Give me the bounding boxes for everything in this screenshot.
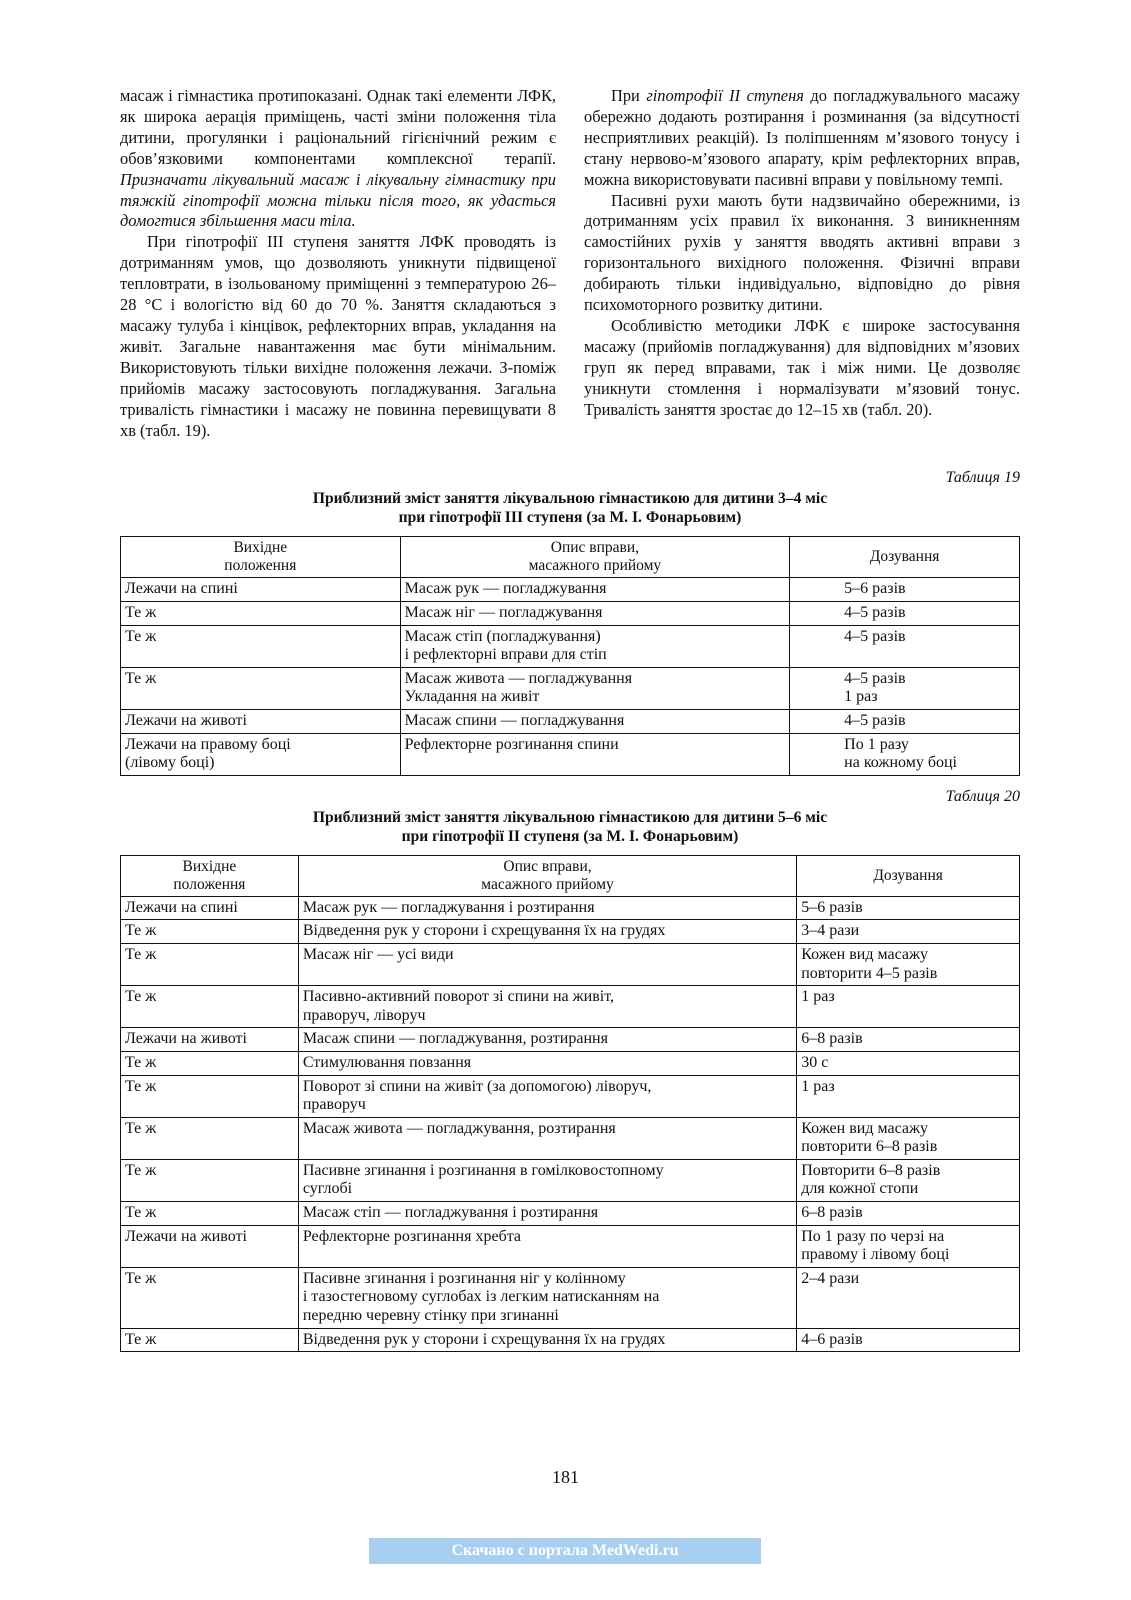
paragraph-text: При	[611, 86, 647, 105]
dosage-cell: 4–5 разів	[790, 602, 1020, 626]
paragraph-text: масаж і гімнастика протипоказані. Однак такі елементи ЛФК, як широка аерація приміщень, часті зміни положення тіла дитини, прогулянки і раціональний гігієнічний режим є обов’язковими компонентами комплексної терапії.	[120, 86, 556, 168]
exercise-cell: Відведення рук у сторони і схрещування їх на грудях	[298, 920, 796, 944]
emphasis-text: гіпотрофії II ступеня	[646, 86, 804, 105]
header-cell: Вихідне положення	[121, 855, 299, 896]
emphasis-text: Призначати лікувальний масаж і лікувальну гімнастику при тяжкій гіпотрофії можна тільки після того, як удасться домогтися збільшення маси тіла.	[120, 169, 556, 231]
position-cell: Лежачи на правому боці (лівому боці)	[121, 733, 401, 775]
table-row	[121, 943, 1020, 985]
right-column	[584, 86, 1020, 441]
table-title-line: при гіпотрофії III ступеня (за М. І. Фонарьовим)	[398, 509, 742, 527]
paragraph: Пасивні рухи мають бути надзвичайно обережними, із дотриманням усіх правил їх виконання. З виникненням самостійних рухів у заняття вводять активні вправи з горизонтального вихідного положення. Фізичні вправи добирають тільки індивідуально, відповідно до рівня психомоторного розвитку дитини.	[584, 190, 1020, 315]
table-row	[121, 1075, 1020, 1117]
position-cell: Те ж	[121, 1202, 299, 1226]
table-title-line: Приблизний зміст заняття лікувальною гімнастикою для дитини 5–6 міс	[312, 808, 828, 826]
exercise-cell: Масаж спини — погладжування	[400, 709, 790, 733]
table-row	[121, 896, 1020, 920]
table-row	[121, 602, 1020, 626]
position-cell: Лежачи на спині	[121, 578, 401, 602]
header-cell: Опис вправи, масажного прийому	[298, 855, 796, 896]
exercise-cell: Масаж ніг — усі види	[298, 943, 796, 985]
dosage-cell: 30 с	[797, 1051, 1020, 1075]
dosage-cell: По 1 разу по черзі на правому і лівому боці	[797, 1225, 1020, 1267]
exercise-cell: Пасивне згинання і розгинання ніг у колінному і тазостегновому суглобах із легким натисканням на передню черевну стінку при згинанні	[298, 1267, 796, 1328]
source-banner[interactable]: Скачано с портала MedWedi.ru	[369, 1538, 761, 1564]
table-row	[121, 1328, 1020, 1352]
dosage-cell: 1 раз	[797, 1075, 1020, 1117]
table-row	[121, 709, 1020, 733]
dosage-cell: 4–5 разів	[790, 625, 1020, 667]
text-columns	[120, 86, 1020, 441]
table-row	[121, 578, 1020, 602]
position-cell: Те ж	[121, 986, 299, 1028]
table-20-title	[120, 808, 1020, 846]
position-cell: Те ж	[121, 1159, 299, 1201]
dosage-cell: 4–5 разів 1 раз	[790, 667, 1020, 709]
position-cell: Те ж	[121, 1075, 299, 1117]
table-20	[120, 855, 1020, 1352]
exercise-cell: Рефлекторне розгинання хребта	[298, 1225, 796, 1267]
header-cell: Вихідне положення	[121, 537, 401, 578]
header-cell: Дозування	[797, 855, 1020, 896]
header-cell: Опис вправи, масажного прийому	[400, 537, 790, 578]
paragraph: Особливістю методики ЛФК є широке застосування масажу (прийомів погладжування) для відповідних м’язових груп як перед вправами, так і між ними. Це дозволяє уникнути стомлення і нормалізувати м’язовий тонус. Тривалість заняття зростає до 12–15 хв (табл. 20).	[584, 315, 1020, 419]
position-cell: Те ж	[121, 943, 299, 985]
exercise-cell: Масаж стіп — погладжування і розтирання	[298, 1202, 796, 1226]
exercise-cell: Пасивно-активний поворот зі спини на живіт, праворуч, ліворуч	[298, 986, 796, 1028]
dosage-cell: 1 раз	[797, 986, 1020, 1028]
position-cell: Те ж	[121, 602, 401, 626]
table-19-label: Таблиця 19	[945, 469, 1020, 487]
position-cell: Те ж	[121, 1267, 299, 1328]
page-number: 181	[552, 1467, 579, 1487]
position-cell: Лежачи на животі	[121, 1028, 299, 1052]
table-header-row	[121, 537, 1020, 578]
dosage-cell: Кожен вид масажу повторити 6–8 разів	[797, 1117, 1020, 1159]
exercise-cell: Поворот зі спини на живіт (за допомогою) ліворуч, праворуч	[298, 1075, 796, 1117]
left-column	[120, 86, 556, 441]
dosage-cell: По 1 разу на кожному боці	[790, 733, 1020, 775]
exercise-cell: Пасивне згинання і розгинання в гомілковостопному суглобі	[298, 1159, 796, 1201]
dosage-cell: 4–5 разів	[790, 709, 1020, 733]
position-cell: Лежачи на животі	[121, 1225, 299, 1267]
table-row	[121, 986, 1020, 1028]
table-header-row	[121, 855, 1020, 896]
table-row	[121, 667, 1020, 709]
dosage-cell: 5–6 разів	[797, 896, 1020, 920]
table-19-title	[120, 489, 1020, 527]
dosage-cell: 3–4 рази	[797, 920, 1020, 944]
table-title-line: Приблизний зміст заняття лікувальною гімнастикою для дитини 3–4 міс	[312, 490, 828, 508]
exercise-cell: Масаж спини — погладжування, розтирання	[298, 1028, 796, 1052]
table-row	[121, 1028, 1020, 1052]
table-title-line: при гіпотрофії II ступеня (за М. І. Фонарьовим)	[401, 827, 739, 845]
exercise-cell: Масаж живота — погладжування Укладання на живіт	[400, 667, 790, 709]
position-cell: Те ж	[121, 1328, 299, 1352]
table-row	[121, 1159, 1020, 1201]
position-cell: Лежачи на животі	[121, 709, 401, 733]
paragraph	[120, 86, 556, 232]
paragraph: При гіпотрофії III ступеня заняття ЛФК проводять із дотриманням умов, що дозволяють уникнути підвищеної тепловтрати, в ізольованому приміщенні з температурою 26–28 °С і вологістю від 60 до 70 %. Заняття складаються з масажу тулуба і кінцівок, рефлекторних вправ, укладання на живіт. Загальне навантаження має бути мінімальним. Використовують тільки вихідне положення лежачи. З-поміж прийомів масажу застосовують погладжування. Загальна тривалість гімнастики і масажу не повинна перевищувати 8 хв (табл. 19).	[120, 232, 556, 440]
table-row	[121, 920, 1020, 944]
table-row	[121, 1267, 1020, 1328]
exercise-cell: Відведення рук у сторони і схрещування їх на грудях	[298, 1328, 796, 1352]
table-row	[121, 1202, 1020, 1226]
table-row	[121, 733, 1020, 775]
position-cell: Те ж	[121, 667, 401, 709]
dosage-cell: Кожен вид масажу повторити 4–5 разів	[797, 943, 1020, 985]
position-cell: Лежачи на спині	[121, 896, 299, 920]
dosage-cell: 6–8 разів	[797, 1028, 1020, 1052]
paragraph	[584, 86, 1020, 191]
exercise-cell: Стимулювання повзання	[298, 1051, 796, 1075]
exercise-cell: Масаж живота — погладжування, розтирання	[298, 1117, 796, 1159]
position-cell: Те ж	[121, 1051, 299, 1075]
header-cell: Дозування	[790, 537, 1020, 578]
dosage-cell: 2–4 рази	[797, 1267, 1020, 1328]
exercise-cell: Масаж стіп (погладжування) і рефлекторні вправи для стіп	[400, 625, 790, 667]
dosage-cell: 6–8 разів	[797, 1202, 1020, 1226]
table-row	[121, 1117, 1020, 1159]
exercise-cell: Масаж рук — погладжування	[400, 578, 790, 602]
page-content	[120, 86, 1020, 1352]
dosage-cell: Повторити 6–8 разів для кожної стопи	[797, 1159, 1020, 1201]
table-19	[120, 536, 1020, 775]
dosage-cell: 5–6 разів	[790, 578, 1020, 602]
exercise-cell: Масаж рук — погладжування і розтирання	[298, 896, 796, 920]
table-row	[121, 1225, 1020, 1267]
exercise-cell: Рефлекторне розгинання спини	[400, 733, 790, 775]
table-row	[121, 1051, 1020, 1075]
position-cell: Те ж	[121, 920, 299, 944]
paragraph-text: до погладжувального масажу обережно додають розтирання і розминання (за відсутності несприятливих реакцій). Із поліпшенням м’язового тонусу і стану нервово-м’язового апарату, крім рефлекторних вправ, можна використовувати пасивні вправи у повільному темпі.	[584, 86, 1020, 189]
position-cell: Те ж	[121, 1117, 299, 1159]
table-20-label: Таблиця 20	[945, 787, 1020, 805]
dosage-cell: 4–6 разів	[797, 1328, 1020, 1352]
position-cell: Те ж	[121, 625, 401, 667]
table-row	[121, 625, 1020, 667]
exercise-cell: Масаж ніг — погладжування	[400, 602, 790, 626]
